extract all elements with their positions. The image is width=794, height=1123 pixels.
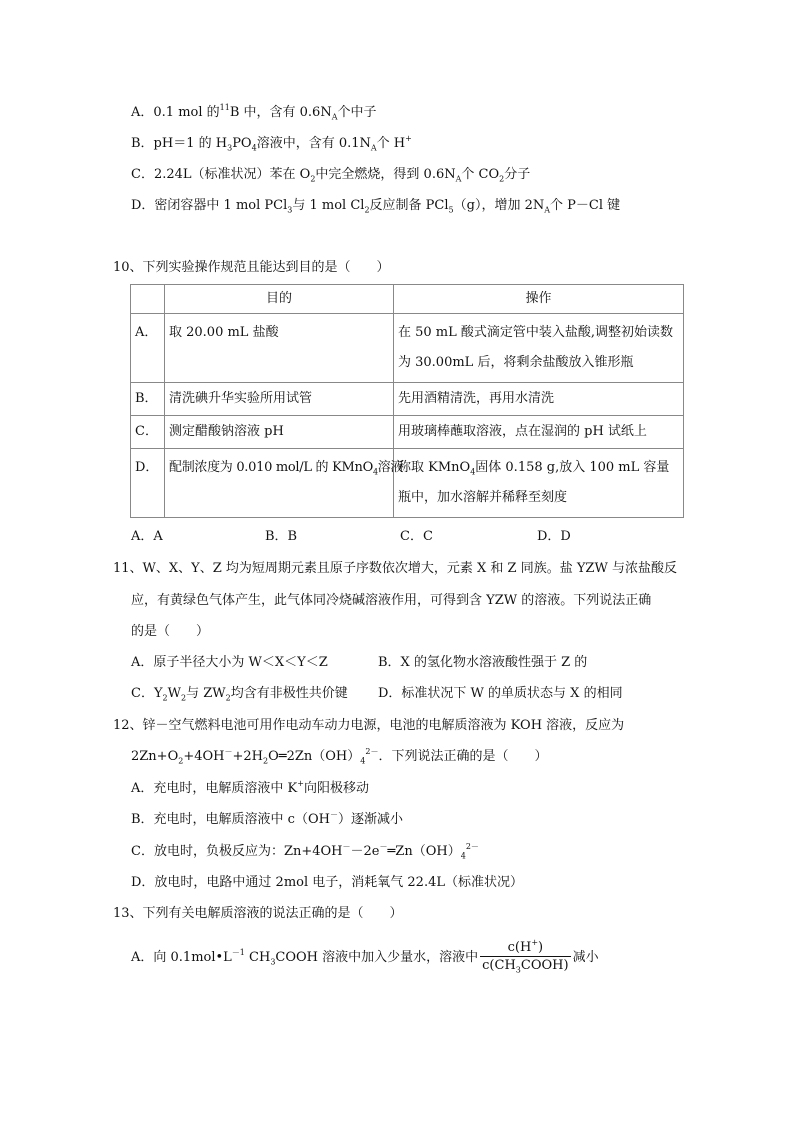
row-operation: 在 50 mL 酸式滴定管中装入盐酸,调整初始读数为 30.00mL 后，将剩余盐酸放入锥形瓶 <box>394 314 684 383</box>
q11-option-a: A．原子半径大小为 W＜X＜Y＜Z <box>131 655 328 670</box>
fraction-denominator: $c(CH_3COOH)$ <box>482 958 569 975</box>
table-header-cell: 操作 <box>394 285 684 314</box>
q12-option-c: C．放电时，负极反应为：$Zn+4OH^--2e^-═Zn(OH)_4^{2-}$ <box>131 841 479 861</box>
table-row <box>131 416 684 449</box>
q12-option-a: A．充电时，电解质溶液中 K+向阳极移动 <box>131 778 369 796</box>
row-goal: 测定醋酸钠溶液 pH <box>165 416 394 449</box>
q12-option-d: D．放电时，电路中通过 2mol 电子，消耗氧气 22.4L（标准状况） <box>131 875 523 890</box>
fraction-numerator: c(H+) <box>480 940 570 957</box>
row-label: D． <box>131 449 165 518</box>
q10-answer-a: A．A <box>131 529 163 544</box>
table-row <box>131 383 684 416</box>
q10-table <box>130 284 684 518</box>
row-label: A． <box>131 314 165 383</box>
q10-answer-d: D．D <box>537 529 571 544</box>
q10-answer-b: B．B <box>265 529 298 544</box>
q11-stem-line3: 的是（ ） <box>131 624 210 639</box>
q11-option-b: B．X 的氢化物水溶液酸性强于 Z 的 <box>378 655 588 670</box>
q13-stem: 13、下列有关电解质溶液的说法正确的是（ ） <box>113 906 403 921</box>
q12-stem-line1: 12、锌－空气燃料电池可用作电动车动力电源，电池的电解质溶液为 KOH 溶液，反应为 <box>113 718 625 733</box>
row-goal: 清洗碘升华实验所用试管 <box>165 383 394 416</box>
table-header-cell: 目的 <box>165 285 394 314</box>
row-operation: 用玻璃棒蘸取溶液，点在湿润的 pH 试纸上 <box>394 416 684 449</box>
concentration-ratio-fraction <box>480 937 570 975</box>
q12-option-b: B．充电时，电解质溶液中 c（OH－）逐渐减小 <box>131 809 403 827</box>
row-label: C． <box>131 416 165 449</box>
q12-equation: $2Zn+O_2+4OH^-+2H_2O═2Zn(OH)_4^{2-}$．下列说法正确的是（ ） <box>131 746 548 766</box>
q11-stem-line2: 应，有黄绿色气体产生，此气体同冷烧碱溶液作用，可得到含 YZW 的溶液。下列说法正确 <box>131 593 652 608</box>
row-goal: 取 20.00 mL 盐酸 <box>165 314 394 383</box>
q9-option-c: C．2.24L（标准状况）苯在 $O_2$中完全燃烧，得到 $0.6N_A$个 $CO_2$分子 <box>131 167 531 184</box>
q13-option-a: A．向 $0.1mol•L^{-1}$ $CH_3COOH$ 溶液中加入少量水，溶液中 $\frac{c(H^+)}{c(CH_3COOH)}$ 减小 <box>131 937 599 975</box>
table-row <box>131 449 684 518</box>
table-header-row <box>131 285 684 314</box>
q9-option-a: A．0.1 mol 的$^{11}$B 中，含有 $0.6N_A$个中子 <box>131 102 377 122</box>
q9-option-b: B．pH＝1 的 $H_3PO_4$溶液中，含有 $0.1N_A$个 H+ <box>131 133 412 153</box>
q9-option-d: D．密闭容器中 1 mol PCl$_3$与 1 mol $Cl_2$反应制备 PCl$_5$（g），增加 $2N_A$个 P－Cl 键 <box>131 198 621 215</box>
row-goal: 配制浓度为 0.010 mol/L 的 KMnO$_4$溶液 <box>165 449 394 518</box>
q10-stem: 10、下列实验操作规范且能达到目的是（ ） <box>113 260 390 275</box>
q11-option-d: D．标准状况下 W 的单质状态与 X 的相同 <box>378 686 623 701</box>
q11-stem-line1: 11、W、X、Y、Z 均为短周期元素且原子序数依次增大，元素 X 和 Z 同族。盐 YZW 与浓盐酸反 <box>113 561 677 576</box>
row-operation: 称取 KMnO$_4$固体 0.158 g,放入 100 mL 容量瓶中，加水溶解并稀释至刻度 <box>394 449 684 518</box>
row-label: B． <box>131 383 165 416</box>
table-row <box>131 314 684 383</box>
row-operation: 先用酒精清洗，再用水清洗 <box>394 383 684 416</box>
q10-answer-c: C．C <box>400 529 433 544</box>
table-header-cell <box>131 285 165 314</box>
q11-option-c: C．$Y_2W_2$与 $ZW_2$均含有非极性共价键 <box>131 686 348 703</box>
